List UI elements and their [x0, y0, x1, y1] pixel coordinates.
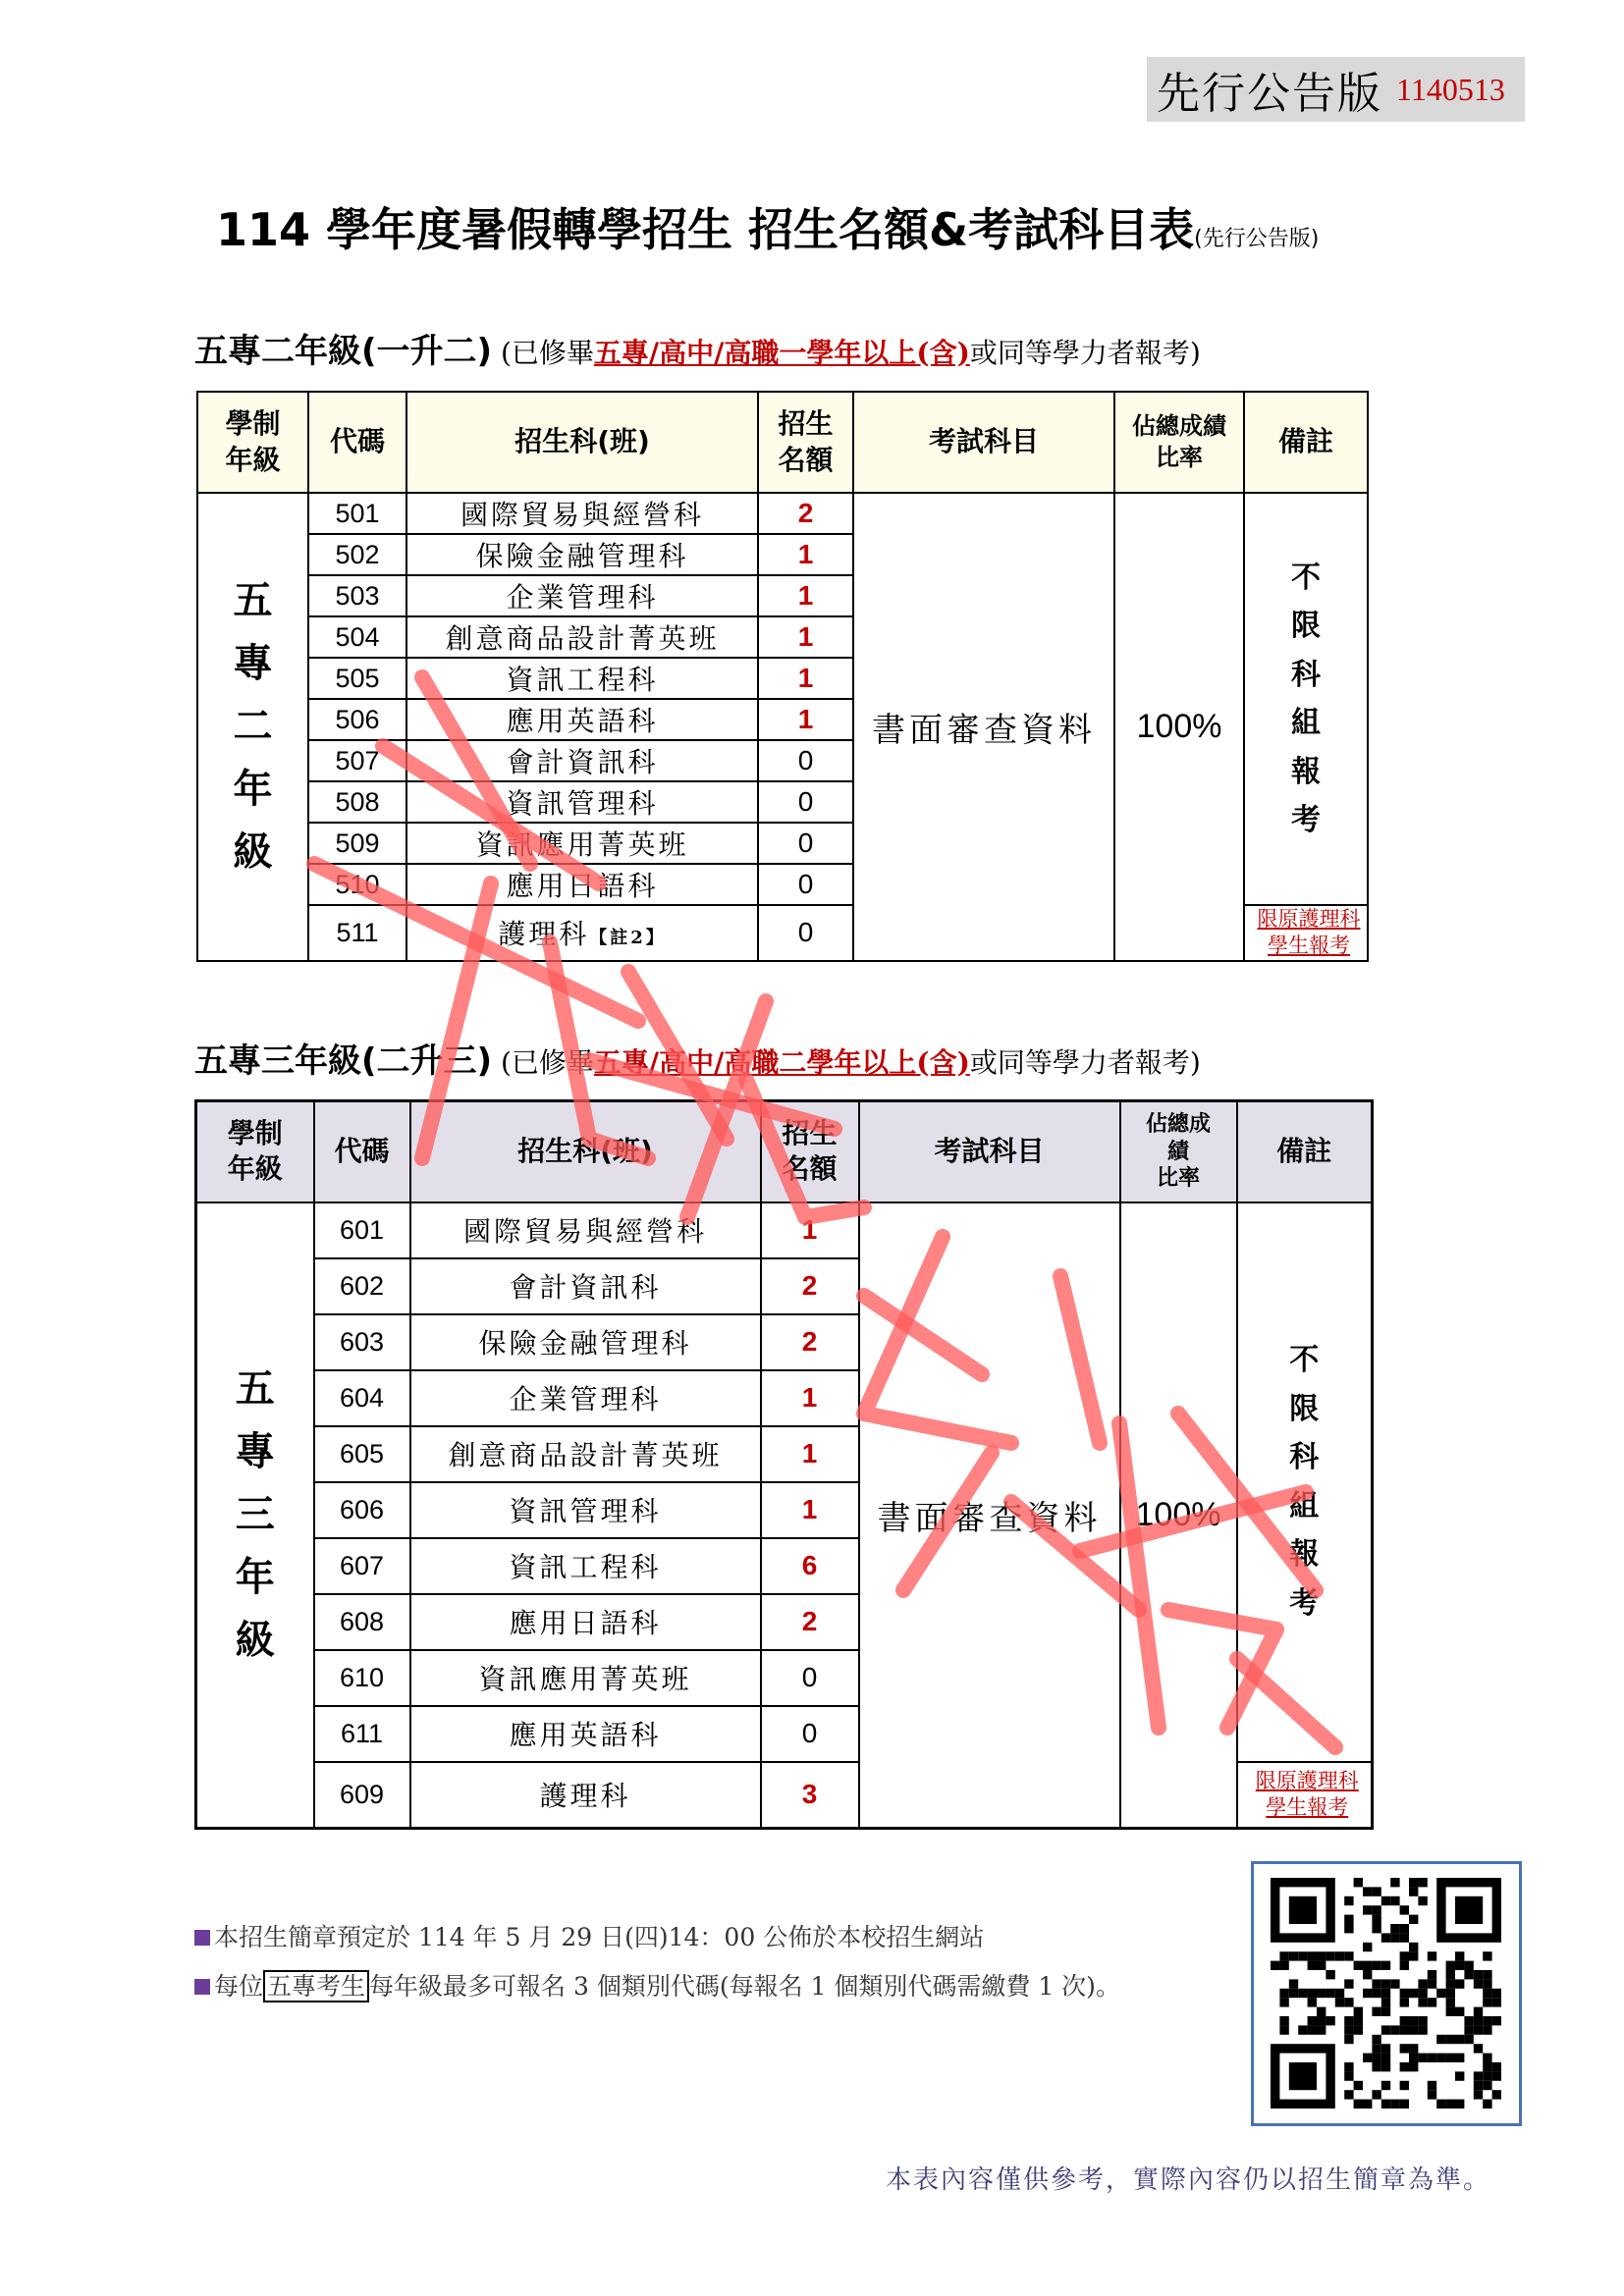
header-remark: 備註 — [1244, 392, 1368, 493]
dept-cell: 應用日語科 — [410, 1594, 761, 1650]
dept-cell: 護理科【註2】 — [406, 905, 758, 961]
quota-cell: 0 — [758, 864, 853, 905]
section2-note-red: 五專/高中/高職二學年以上(含) — [593, 1046, 970, 1079]
section2-note-pre: (已修畢 — [492, 1046, 594, 1079]
dept-cell: 資訊工程科 — [410, 1538, 761, 1594]
nurse-note-cell: 限原護理科 學生報考 — [1237, 1762, 1373, 1829]
disclaimer: 本表內容僅供參考，實際內容仍以招生簡章為準。 — [886, 2165, 1491, 2195]
nurse-note-cell: 限原護理科 學生報考 — [1244, 905, 1368, 961]
quota-cell: 1 — [758, 699, 853, 740]
dept-cell: 保險金融管理科 — [410, 1314, 761, 1370]
header-ratio: 佔總成 績 比率 — [1120, 1101, 1237, 1202]
section1-note-red: 五專/高中/高職一學年以上(含) — [593, 337, 970, 369]
section2-heading — [194, 1034, 1201, 1082]
dept-cell: 應用日語科 — [406, 864, 758, 905]
quota-cell: 1 — [761, 1426, 859, 1482]
code-cell: 502 — [308, 534, 406, 575]
footnote-1: 本招生簡章預定於 114 年 5 月 29 日(四)14：00 公佈於本校招生網站 — [194, 1918, 984, 1953]
section1-heading — [194, 324, 1201, 372]
quota-cell: 0 — [761, 1706, 859, 1762]
section1-title: 五專二年級(一升二) — [194, 332, 493, 371]
quota-cell: 6 — [761, 1538, 859, 1594]
header-system: 學制 年級 — [197, 392, 308, 493]
header-code: 代碼 — [308, 392, 406, 493]
title-main: 114 學年度暑假轉學招生 招生名額&考試科目表 — [216, 203, 1195, 256]
badge-code: 1140513 — [1396, 71, 1505, 107]
bullet-square-icon — [194, 1979, 210, 1995]
code-cell: 508 — [308, 781, 406, 823]
dept-cell: 企業管理科 — [410, 1370, 761, 1426]
exam-cell: 書面審查資料 — [853, 493, 1114, 961]
code-cell: 503 — [308, 575, 406, 616]
code-cell: 610 — [314, 1650, 410, 1706]
quota-cell: 1 — [758, 575, 853, 616]
grade-cell: 五 專 二 年 級 — [197, 493, 308, 961]
quota-cell: 2 — [758, 493, 853, 534]
section2-note-post: 或同等學力者報考) — [969, 1046, 1201, 1079]
code-cell: 602 — [314, 1258, 410, 1314]
section1-table — [196, 391, 1369, 962]
code-cell: 510 — [308, 864, 406, 905]
remark-cell: 不 限 科 組 報 考 — [1237, 1202, 1373, 1762]
code-cell: 507 — [308, 740, 406, 781]
dept-cell: 國際貿易與經營科 — [406, 493, 758, 534]
quota-cell: 0 — [758, 905, 853, 961]
ratio-cell: 100% — [1120, 1202, 1237, 1829]
code-cell: 605 — [314, 1426, 410, 1482]
dept-cell: 會計資訊科 — [410, 1258, 761, 1314]
quota-cell: 1 — [758, 658, 853, 699]
dept-cell: 保險金融管理科 — [406, 534, 758, 575]
quota-cell: 0 — [758, 781, 853, 823]
dept-cell: 資訊管理科 — [410, 1482, 761, 1538]
section2-rows — [196, 1202, 1373, 1829]
header-code: 代碼 — [314, 1101, 410, 1202]
footnote-2: 每位 五專考生 每年級最多可報名 3 個類別代碼(每報名 1 個類別代碼需繳費 1 次)。 — [194, 1967, 1120, 2002]
dept-cell: 資訊工程科 — [406, 658, 758, 699]
quota-cell: 1 — [758, 616, 853, 658]
section1-rows — [197, 493, 1368, 961]
code-cell: 604 — [314, 1370, 410, 1426]
qr-code[interactable] — [1251, 1861, 1522, 2126]
quota-cell: 3 — [761, 1762, 859, 1829]
code-cell: 506 — [308, 699, 406, 740]
dept-cell: 應用英語科 — [410, 1706, 761, 1762]
code-cell: 608 — [314, 1594, 410, 1650]
quota-cell: 1 — [761, 1482, 859, 1538]
exam-cell: 書面審查資料 — [859, 1202, 1120, 1829]
dept-cell: 應用英語科 — [406, 699, 758, 740]
header-quota: 招生 名額 — [761, 1101, 859, 1202]
quota-cell: 2 — [761, 1314, 859, 1370]
code-cell: 607 — [314, 1538, 410, 1594]
header-ratio: 佔總成績 比率 — [1114, 392, 1244, 493]
quota-cell: 1 — [761, 1370, 859, 1426]
dept-cell: 資訊應用菁英班 — [406, 823, 758, 864]
quota-cell: 1 — [761, 1202, 859, 1258]
remark-cell: 不 限 科 組 報 考 — [1244, 493, 1368, 905]
dept-cell: 國際貿易與經營科 — [410, 1202, 761, 1258]
preview-badge — [1147, 57, 1525, 122]
qr-code-icon — [1254, 1864, 1519, 2123]
quota-cell: 0 — [758, 740, 853, 781]
code-cell: 611 — [314, 1706, 410, 1762]
header-quota: 招生 名額 — [758, 392, 853, 493]
dept-cell: 護理科 — [410, 1762, 761, 1829]
section1-note-pre: (已修畢 — [492, 337, 594, 369]
quota-cell: 2 — [761, 1258, 859, 1314]
code-cell: 511 — [308, 905, 406, 961]
code-cell: 601 — [314, 1202, 410, 1258]
quota-cell: 1 — [758, 534, 853, 575]
title-suffix: (先行公告版) — [1194, 227, 1320, 251]
badge-label: 先行公告版 — [1157, 69, 1382, 119]
quota-cell: 0 — [761, 1650, 859, 1706]
header-system: 學制 年級 — [196, 1101, 314, 1202]
dept-cell: 企業管理科 — [406, 575, 758, 616]
code-cell: 504 — [308, 616, 406, 658]
code-cell: 509 — [308, 823, 406, 864]
code-cell: 505 — [308, 658, 406, 699]
page-title — [216, 194, 1319, 259]
table-row — [197, 493, 1368, 534]
table-row — [196, 1202, 1373, 1258]
quota-cell: 2 — [761, 1594, 859, 1650]
header-dept: 招生科(班) — [410, 1101, 761, 1202]
dept-cell: 創意商品設計菁英班 — [406, 616, 758, 658]
code-cell: 603 — [314, 1314, 410, 1370]
dept-cell: 會計資訊科 — [406, 740, 758, 781]
code-cell: 606 — [314, 1482, 410, 1538]
section2-title: 五專三年級(二升三) — [194, 1041, 493, 1081]
header-exam: 考試科目 — [859, 1101, 1120, 1202]
code-cell: 609 — [314, 1762, 410, 1829]
header-remark: 備註 — [1237, 1101, 1373, 1202]
grade-cell: 五 專 三 年 級 — [196, 1202, 314, 1829]
header-exam: 考試科目 — [853, 392, 1114, 493]
dept-cell: 創意商品設計菁英班 — [410, 1426, 761, 1482]
code-cell: 501 — [308, 493, 406, 534]
section2-table — [194, 1099, 1374, 1830]
dept-cell: 資訊應用菁英班 — [410, 1650, 761, 1706]
quota-cell: 0 — [758, 823, 853, 864]
dept-cell: 資訊管理科 — [406, 781, 758, 823]
section1-note-post: 或同等學力者報考) — [969, 337, 1201, 369]
bullet-square-icon — [194, 1930, 210, 1946]
header-dept: 招生科(班) — [406, 392, 758, 493]
ratio-cell: 100% — [1114, 493, 1244, 961]
